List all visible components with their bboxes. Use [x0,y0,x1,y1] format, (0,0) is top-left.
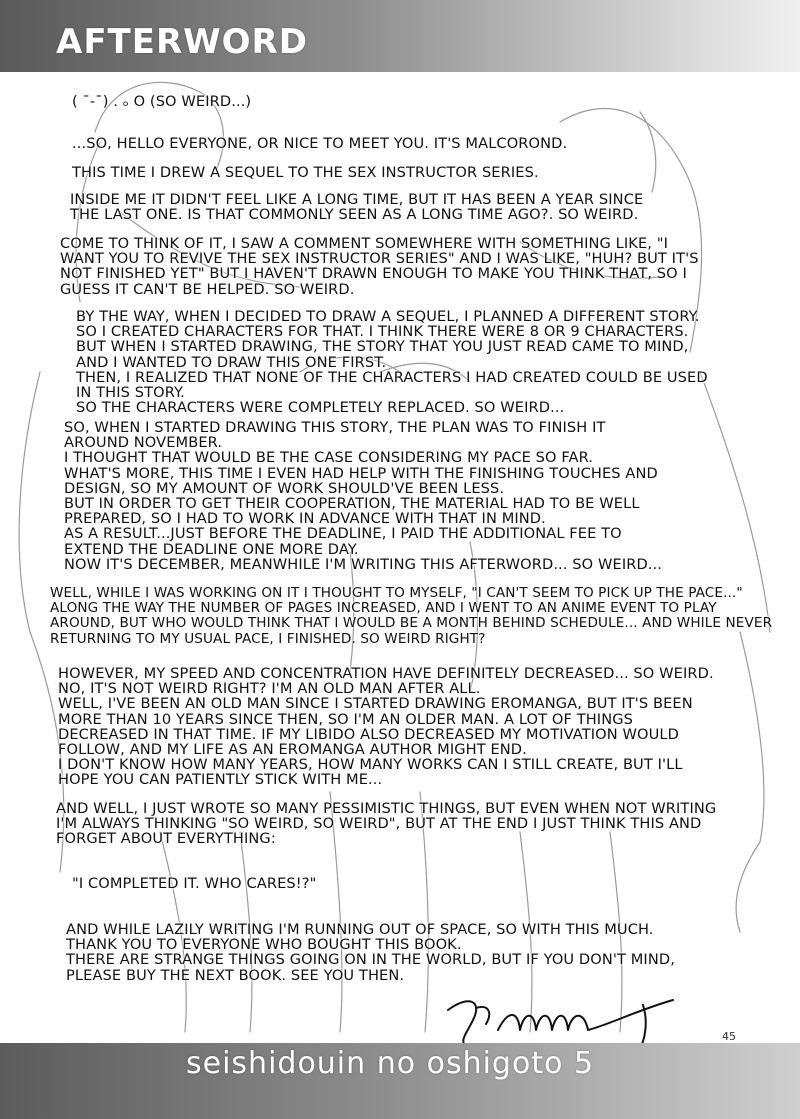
paragraph: ...SO, HELLO EVERYONE, OR NICE TO MEET YOU. IT'S MALCOROND. [72,135,568,152]
page-title: AFTERWORD [56,22,308,62]
book-title: seishidouin no oshigoto 5 [186,1046,595,1081]
paragraph: AND WHILE LAZILY WRITING I'M RUNNING OUT OF SPACE, SO WITH THIS MUCH. THANK YOU TO EVERYONE WHO BOUGHT THIS BOOK. THERE ARE STRANGE THINGS GOING ON IN THE WORLD, BUT IF YOU DON'T MIND, PLEASE BUY THE NEXT BOOK. SEE YOU THEN. [66,921,675,984]
paragraph: SO, WHEN I STARTED DRAWING THIS STORY, THE PLAN WAS TO FINISH IT AROUND NOVEMBER. I THOUGHT THAT WOULD BE THE CASE CONSIDERING MY PACE SO FAR. WHAT'S MORE, THIS TIME I EVEN HAD HELP WITH THE FINISHING TOUCHES AND DESIGN, SO MY AMOUNT OF WORK SHOULD'VE BEEN LESS. BUT IN ORDER TO GET THEIR COOPERATION, THE MATERIAL HAD TO BE WELL PREPARED, SO I HAD TO WORK IN ADVANCE WITH THAT IN MIND. AS A RESULT...JUST BEFORE THE DEADLINE, I PAID THE ADDITIONAL FEE TO EXTEND THE DEADLINE ONE MORE DAY. NOW IT'S DECEMBER, MEANWHILE I'M WRITING THIS AFTERWORD... SO WEIRD... [64,419,663,573]
paragraph: BY THE WAY, WHEN I DECIDED TO DRAW A SEQUEL, I PLANNED A DIFFERENT STORY. SO I CREATED CHARACTERS FOR THAT. I THINK THERE WERE 8 OR 9 CHARACTERS. BUT WHEN I STARTED DRAWING, THE STORY THAT YOU JUST READ CAME TO MIND, AND I WANTED TO DRAW THIS ONE FIRST. THEN, I REALIZED THAT NONE OF THE CHARACTERS I HAD CREATED COULD BE USED IN THIS STORY. SO THE CHARACTERS WERE COMPLETELY REPLACED. SO WEIRD... [76,308,708,417]
paragraph: INSIDE ME IT DIDN'T FEEL LIKE A LONG TIME, BUT IT HAS BEEN A YEAR SINCE THE LAST ONE. IS THAT COMMONLY SEEN AS A LONG TIME AGO?. SO WEIRD. [70,191,644,224]
paragraph: HOWEVER, MY SPEED AND CONCENTRATION HAVE DEFINITELY DECREASED... SO WEIRD. NO, IT'S NOT WEIRD RIGHT? I'M AN OLD MAN AFTER ALL. WELL, I'VE BEEN AN OLD MAN SINCE I STARTED DRAWING EROMANGA, BUT IT'S BEEN MORE THAN 10 YEARS SINCE THEN, SO I'M AN OLDER MAN. A LOT OF THINGS DECREASED IN THAT TIME. IF MY LIBIDO ALSO DECREASED MY MOTIVATION WOULD FOLLOW, AND MY LIFE AS AN EROMANGA AUTHOR MIGHT END. I DON'T KNOW HOW MANY YEARS, HOW MANY WORKS CAN I STILL CREATE, BUT I'LL HOPE YOU CAN PATIENTLY STICK WITH ME... [58,665,714,789]
paragraph: "I COMPLETED IT. WHO CARES!?" [72,875,317,892]
paragraph: AND WELL, I JUST WROTE SO MANY PESSIMISTIC THINGS, BUT EVEN WHEN NOT WRITING I'M ALWAYS THINKING "SO WEIRD, SO WEIRD", BUT AT THE END I JUST THINK THIS AND FORGET ABOUT EVERYTHING: [56,800,717,848]
paragraph: WELL, WHILE I WAS WORKING ON IT I THOUGHT TO MYSELF, "I CAN'T SEEM TO PICK UP THE PACE..." ALONG THE WAY THE NUMBER OF PAGES INCREASED, AND I WENT TO AN ANIME EVENT TO PLAY AROUND, BUT WHO WOULD THINK THAT I WOULD BE A MONTH BEHIND SCHEDULE... AND WHILE NEVER RETURNING TO MY USUAL PACE, I FINISHED. SO WEIRD RIGHT? [50,585,773,647]
paragraph: THIS TIME I DREW A SEQUEL TO THE SEX INSTRUCTOR SERIES. [72,164,539,181]
paragraph: COME TO THINK OF IT, I SAW A COMMENT SOMEWHERE WITH SOMETHING LIKE, "I WANT YOU TO REVIVE THE SEX INSTRUCTOR SERIES" AND I WAS LIKE, "HUH? BUT IT'S NOT FINISHED YET" BUT I HAVEN'T DRAWN ENOUGH TO MAKE YOU THINK THAT, SO I GUESS IT CAN'T BE HELPED. SO WEIRD. [60,235,699,298]
paragraph: ( ¯-¯) . ₒ O (SO WEIRD...) [72,93,252,110]
page-number: 45 [722,1030,736,1043]
